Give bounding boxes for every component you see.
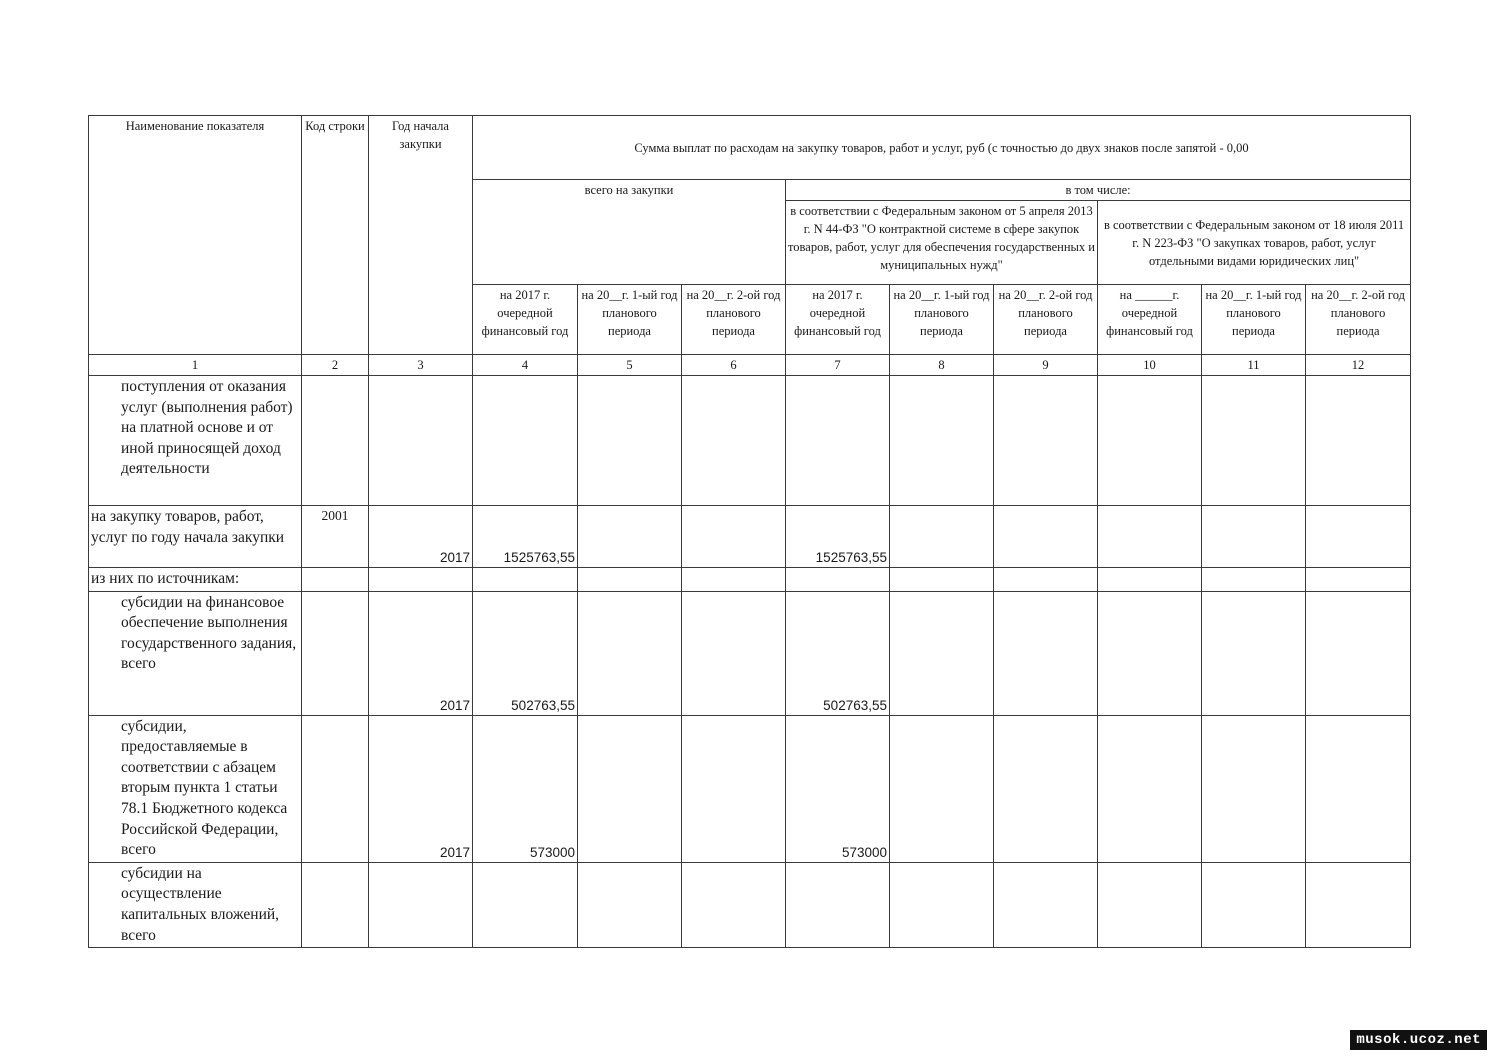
header-law223: в соответствии с Федеральным законом от 18 июля 2011 г. N 223-ФЗ "О закупках товаров, работ, услуг отдельными видами юридических лиц" xyxy=(1098,201,1411,285)
column-number: 10 xyxy=(1098,355,1202,376)
table-row xyxy=(89,862,1411,947)
cell-col5 xyxy=(578,376,682,506)
period-header: на 20__г. 1-ый год планового периода xyxy=(1202,285,1306,355)
cell-col6 xyxy=(682,376,786,506)
cell-col10 xyxy=(1098,862,1202,947)
cell-col6 xyxy=(682,715,786,862)
column-number: 3 xyxy=(369,355,473,376)
cell-col8 xyxy=(890,506,994,568)
period-header: на ______г. очередной финансовый год xyxy=(1098,285,1202,355)
cell-col11 xyxy=(1202,715,1306,862)
column-number: 5 xyxy=(578,355,682,376)
cell-col12 xyxy=(1306,715,1411,862)
cell-col9 xyxy=(994,591,1098,715)
row-code xyxy=(302,715,369,862)
cell-col7 xyxy=(786,862,890,947)
row-name: на закупку товаров, работ, услуг по году начала закупки xyxy=(89,506,302,568)
cell-col12 xyxy=(1306,862,1411,947)
site-watermark: musok.ucoz.net xyxy=(1350,1030,1487,1050)
cell-col9 xyxy=(994,376,1098,506)
cell-col6 xyxy=(682,591,786,715)
row-year xyxy=(369,568,473,592)
cell-col5 xyxy=(578,591,682,715)
cell-col12 xyxy=(1306,376,1411,506)
row-code xyxy=(302,591,369,715)
cell-col11 xyxy=(1202,506,1306,568)
cell-col5 xyxy=(578,715,682,862)
cell-col8 xyxy=(890,715,994,862)
row-year: 2017 xyxy=(369,506,473,568)
period-header: на 2017 г. очередной финансовый год xyxy=(786,285,890,355)
period-header: на 20__г. 1-ый год планового периода xyxy=(578,285,682,355)
cell-col6 xyxy=(682,506,786,568)
cell-col11 xyxy=(1202,862,1306,947)
cell-col9 xyxy=(994,862,1098,947)
cell-col12 xyxy=(1306,591,1411,715)
cell-col9 xyxy=(994,715,1098,862)
cell-col8 xyxy=(890,862,994,947)
cell-col4 xyxy=(473,568,578,592)
table-row xyxy=(89,715,1411,862)
cell-col10 xyxy=(1098,506,1202,568)
cell-col7: 573000 xyxy=(786,715,890,862)
column-number: 8 xyxy=(890,355,994,376)
cell-col7 xyxy=(786,376,890,506)
cell-col7: 1525763,55 xyxy=(786,506,890,568)
cell-col11 xyxy=(1202,591,1306,715)
cell-col4 xyxy=(473,862,578,947)
column-number: 1 xyxy=(89,355,302,376)
column-number: 6 xyxy=(682,355,786,376)
cell-col12 xyxy=(1306,568,1411,592)
period-header: на 20__г. 1-ый год планового периода xyxy=(890,285,994,355)
cell-col11 xyxy=(1202,376,1306,506)
table-row xyxy=(89,376,1411,506)
table-row xyxy=(89,591,1411,715)
column-number: 2 xyxy=(302,355,369,376)
cell-col6 xyxy=(682,862,786,947)
cell-col7: 502763,55 xyxy=(786,591,890,715)
row-year xyxy=(369,862,473,947)
header-law44: в соответствии с Федеральным законом от 5 апреля 2013 г. N 44-ФЗ "О контрактной системе в сфере закупок товаров, работ, услуг для обеспечения государственных и муниципальных нужд" xyxy=(786,201,1098,285)
cell-col8 xyxy=(890,568,994,592)
cell-col6 xyxy=(682,568,786,592)
cell-col10 xyxy=(1098,591,1202,715)
header-incl-group: в том числе: xyxy=(786,180,1411,201)
row-code xyxy=(302,376,369,506)
cell-col8 xyxy=(890,591,994,715)
cell-col10 xyxy=(1098,715,1202,862)
header-name: Наименование показателя xyxy=(89,116,302,355)
row-year: 2017 xyxy=(369,715,473,862)
table-row xyxy=(89,506,1411,568)
row-name: из них по источникам: xyxy=(89,568,302,592)
header-total-group: всего на закупки xyxy=(473,180,786,285)
row-year: 2017 xyxy=(369,591,473,715)
table-row xyxy=(89,568,1411,592)
column-number: 4 xyxy=(473,355,578,376)
row-name: субсидии, предоставляемые в соответствии с абзацем вторым пункта 1 статьи 78.1 Бюджетного кодекса Российской Федерации, всего xyxy=(89,715,302,862)
row-code xyxy=(302,862,369,947)
cell-col5 xyxy=(578,568,682,592)
column-number: 9 xyxy=(994,355,1098,376)
period-header: на 2017 г. очередной финансовый год xyxy=(473,285,578,355)
header-code: Код строки xyxy=(302,116,369,355)
cell-col4: 1525763,55 xyxy=(473,506,578,568)
cell-col4: 573000 xyxy=(473,715,578,862)
cell-col5 xyxy=(578,506,682,568)
cell-col11 xyxy=(1202,568,1306,592)
period-header: на 20__г. 2-ой год планового периода xyxy=(1306,285,1411,355)
cell-col8 xyxy=(890,376,994,506)
row-code: 2001 xyxy=(302,506,369,568)
period-header: на 20__г. 2-ой год планового периода xyxy=(994,285,1098,355)
column-number: 7 xyxy=(786,355,890,376)
header-sum: Сумма выплат по расходам на закупку товаров, работ и услуг, руб (с точностью до двух знаков после запятой - 0,00 xyxy=(473,116,1411,180)
row-code xyxy=(302,568,369,592)
period-header: на 20__г. 2-ой год планового периода xyxy=(682,285,786,355)
header-year: Год начала закупки xyxy=(369,116,473,355)
row-name: субсидии на финансовое обеспечение выполнения государственного задания, всего xyxy=(89,591,302,715)
row-name: поступления от оказания услуг (выполнения работ) на платной основе и от иной приносящей доход деятельности xyxy=(89,376,302,506)
row-year xyxy=(369,376,473,506)
cell-col9 xyxy=(994,568,1098,592)
cell-col4: 502763,55 xyxy=(473,591,578,715)
column-number: 11 xyxy=(1202,355,1306,376)
cell-col7 xyxy=(786,568,890,592)
cell-col12 xyxy=(1306,506,1411,568)
cell-col10 xyxy=(1098,568,1202,592)
column-number: 12 xyxy=(1306,355,1411,376)
cell-col10 xyxy=(1098,376,1202,506)
cell-col4 xyxy=(473,376,578,506)
row-name: субсидии на осуществление капитальных вложений, всего xyxy=(89,862,302,947)
cell-col9 xyxy=(994,506,1098,568)
cell-col5 xyxy=(578,862,682,947)
purchase-payments-table xyxy=(88,115,1411,948)
